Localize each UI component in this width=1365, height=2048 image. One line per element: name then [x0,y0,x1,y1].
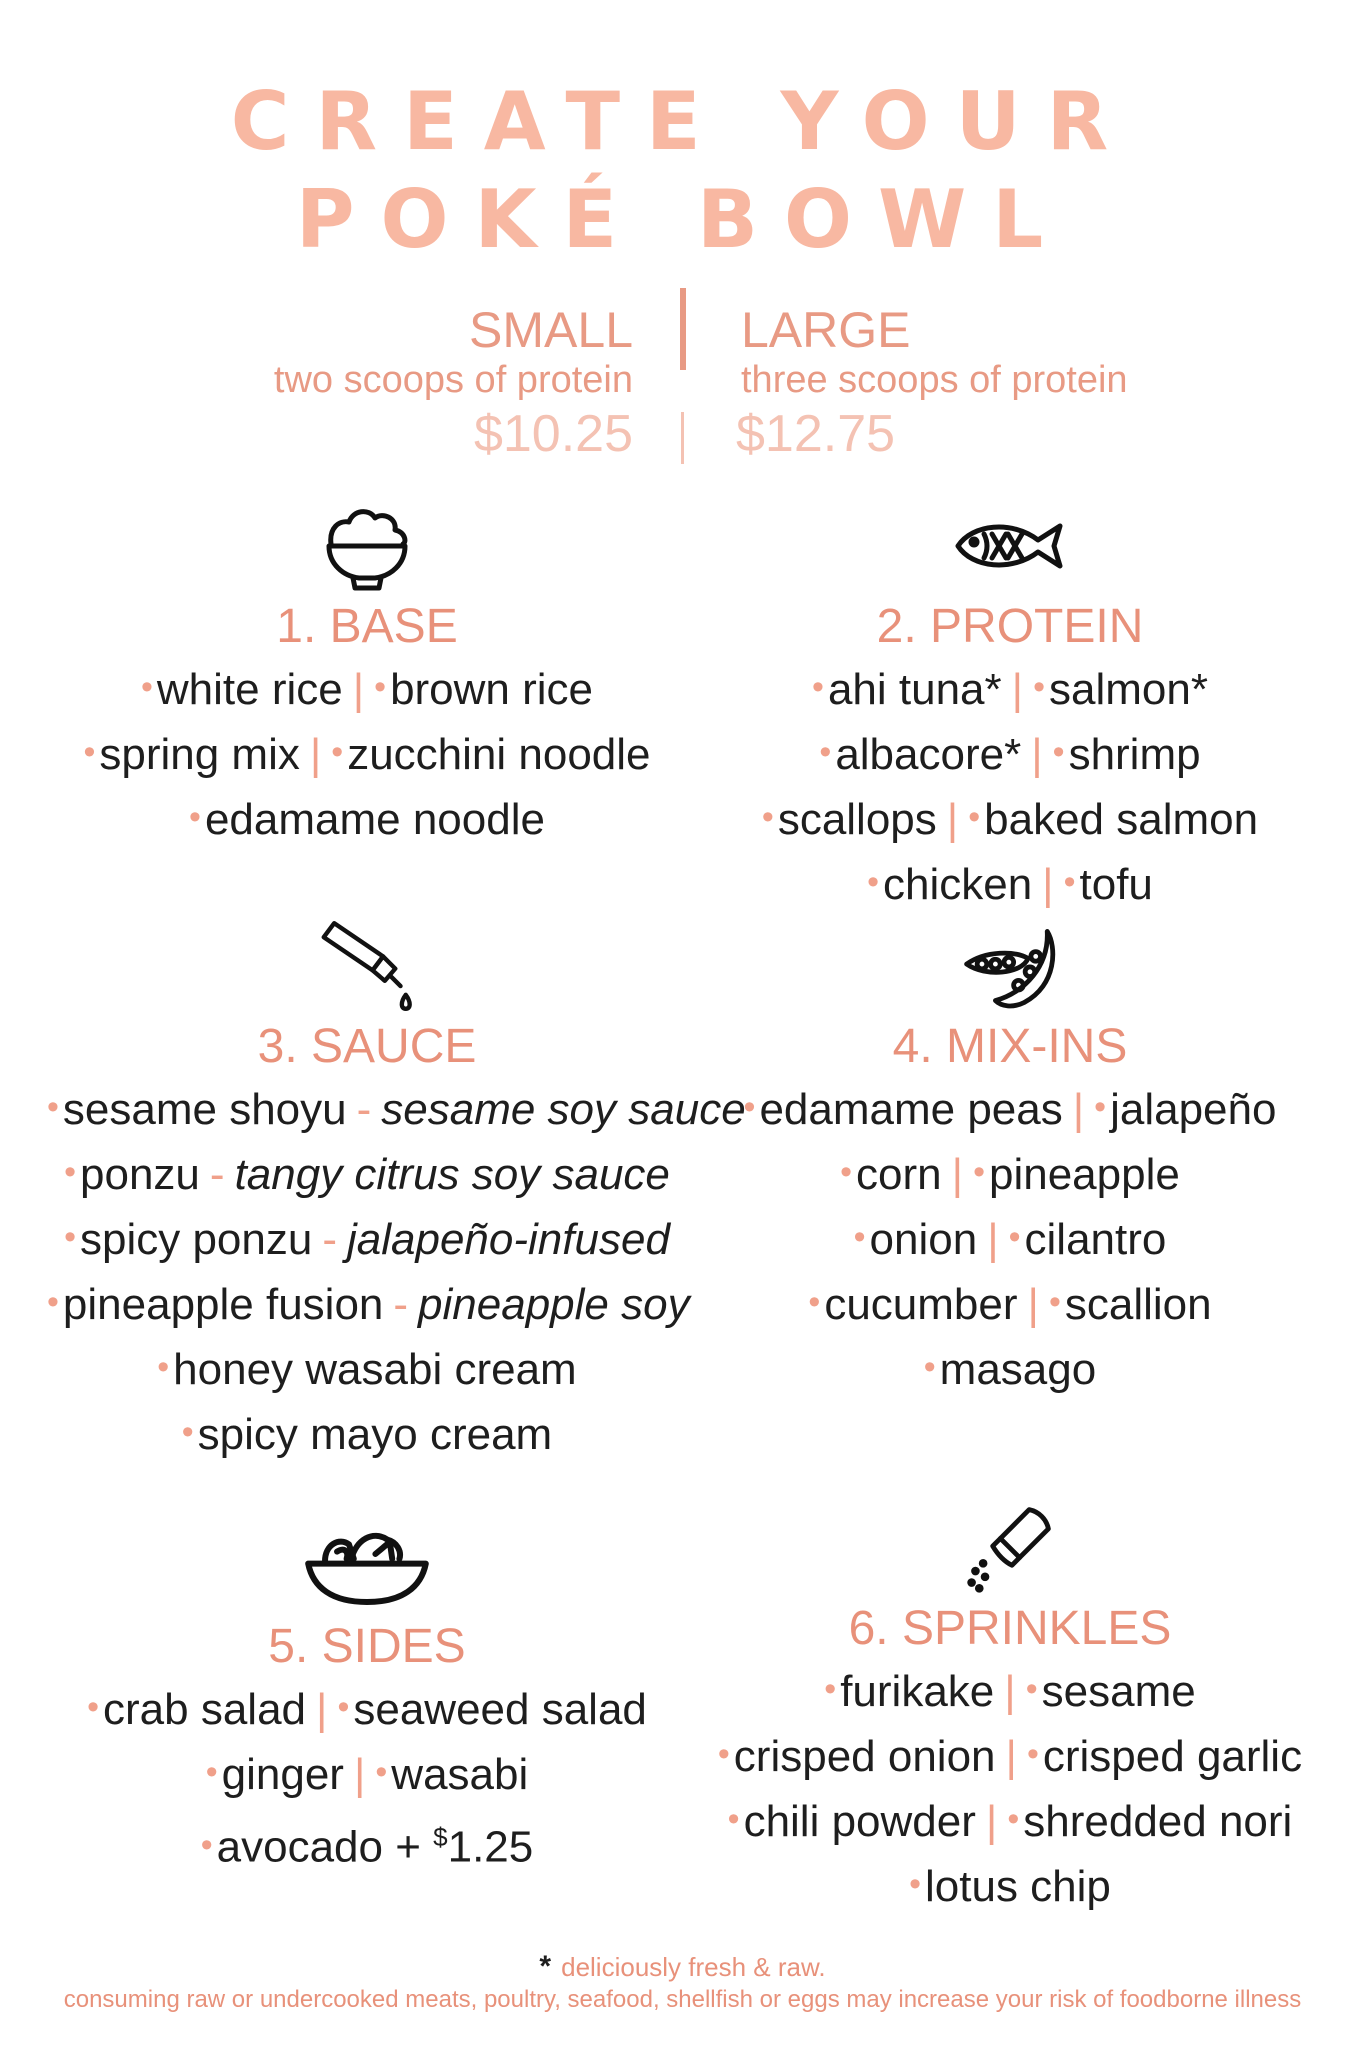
small-size-desc: two scoops of protein [273,359,633,401]
protein-item: ahi tuna* [827,665,1002,714]
section-sides [47,1518,687,1879]
sauce-item: sesame shoyu [62,1085,347,1134]
small-price: $10.25 [473,405,633,463]
protein-item: chicken [882,860,1033,909]
avocado-price: 1.25 [447,1822,534,1872]
sprinkle-item: furikake [840,1667,995,1716]
base-item: brown rice [390,665,594,714]
edamame-pod-icon [690,918,1330,1014]
raw-footnote [0,1950,1365,1984]
side-item: crab salad [103,1685,307,1734]
sprinkle-item: shredded nori [1023,1797,1293,1846]
sauce-items: •sesame shoyu - sesame soy sauce •ponzu - tangy citrus soy sauce •spicy ponzu - jalapeño-infused •pineapple fusion - pineapple soy •honey wasabi cream •spicy mayo cream [47,1085,746,1459]
price-divider [681,412,684,464]
size-divider [680,288,686,370]
sauce-item: honey wasabi cream [173,1345,577,1394]
sauce-desc: jalapeño-infused [347,1215,670,1264]
sprinkle-item: chili powder [743,1797,976,1846]
section-sprinkles [690,1500,1330,1918]
protein-item: scallops [777,795,937,844]
base-title: 1. BASE [276,600,458,653]
mixin-item: pineapple [988,1150,1180,1199]
mixins-items: •edamame peas | •jalapeño •corn | •pineapple •onion | •cilantro •cucumber | •scallion •masago [743,1085,1277,1394]
section-base [47,498,687,851]
mixin-item: corn [856,1150,942,1199]
base-item: white rice [156,665,343,714]
salt-shaker-icon [690,1500,1330,1596]
small-size-name: SMALL [469,302,633,358]
sauce-item: spicy ponzu [79,1215,313,1264]
side-item: seaweed salad [353,1685,647,1734]
mixin-item: jalapeño [1110,1085,1277,1134]
protein-items: •ahi tuna* | •salmon* •albacore* | •shrimp •scallops | •baked salmon •chicken | •tofu [761,665,1259,909]
base-item: zucchini noodle [347,730,651,779]
avocado-currency: $ [433,1822,448,1852]
protein-item: salmon* [1048,665,1208,714]
protein-item: shrimp [1068,730,1201,779]
section-mixins [690,918,1330,1401]
protein-item: baked salmon [984,795,1259,844]
mixin-item: cilantro [1024,1215,1167,1264]
sides-title: 5. SIDES [268,1620,466,1673]
mixin-item: onion [869,1215,978,1264]
sauce-desc: pineapple soy [418,1280,690,1329]
mixin-item: cucumber [824,1280,1018,1329]
base-item: spring mix [99,730,300,779]
large-size-desc: three scoops of protein [741,359,1128,401]
salad-bowl-icon [47,1518,687,1614]
sprinkle-item: lotus chip [925,1862,1111,1911]
side-item-avocado: avocado + [216,1822,434,1872]
large-price: $12.75 [736,405,896,463]
section-protein [690,498,1330,916]
fish-icon [690,498,1330,594]
section-sauce [47,918,746,1466]
mixin-item: edamame peas [759,1085,1063,1134]
health-warning: consuming raw or undercooked meats, poultry, seafood, shellfish or eggs may increase your risk of foodborne illness [63,1986,1302,2013]
large-size-block [741,302,1128,402]
sprinkle-item: sesame [1041,1667,1196,1716]
mixin-item: scallion [1064,1280,1212,1329]
sprinkle-item: crisped garlic [1042,1732,1303,1781]
side-item: ginger [221,1750,344,1799]
side-item: wasabi [391,1750,529,1799]
sauce-title: 3. SAUCE [257,1020,477,1073]
large-size-name: LARGE [741,302,911,358]
mixins-title: 4. MIX-INS [892,1020,1128,1073]
sprinkles-title: 6. SPRINKLES [848,1602,1172,1655]
sauce-item: ponzu [80,1150,200,1199]
sauce-bottle-icon [47,918,687,1014]
sides-items: •crab salad | •seaweed salad •ginger | •wasabi •avocado + $1.25 [87,1685,647,1872]
small-size-block [274,302,633,402]
sprinkle-item: crisped onion [733,1732,996,1781]
protein-title: 2. PROTEIN [876,600,1144,653]
protein-item: tofu [1079,860,1153,909]
asterisk-mark: * [539,1950,552,1983]
menu-title-line-2: POKÉ BOWL [295,173,1070,266]
rice-bowl-icon [47,498,687,594]
sauce-item: spicy mayo cream [197,1410,553,1459]
sprinkles-items: •furikake | •sesame •crisped onion | •crisped garlic •chili powder | •shredded nori •lotus chip [717,1667,1303,1911]
base-item: edamame noodle [204,795,545,844]
sauce-desc: sesame soy sauce [381,1085,746,1134]
sauce-item: pineapple fusion [62,1280,384,1329]
raw-footnote-text: deliciously fresh & raw. [561,1952,826,1982]
base-items: •white rice | •brown rice •spring mix | •zucchini noodle •edamame noodle [83,665,651,844]
protein-item: albacore* [835,730,1022,779]
sauce-desc: tangy citrus soy sauce [234,1150,670,1199]
menu-title-line-1: CREATE YOUR [230,75,1135,168]
mixin-item: masago [939,1345,1097,1394]
